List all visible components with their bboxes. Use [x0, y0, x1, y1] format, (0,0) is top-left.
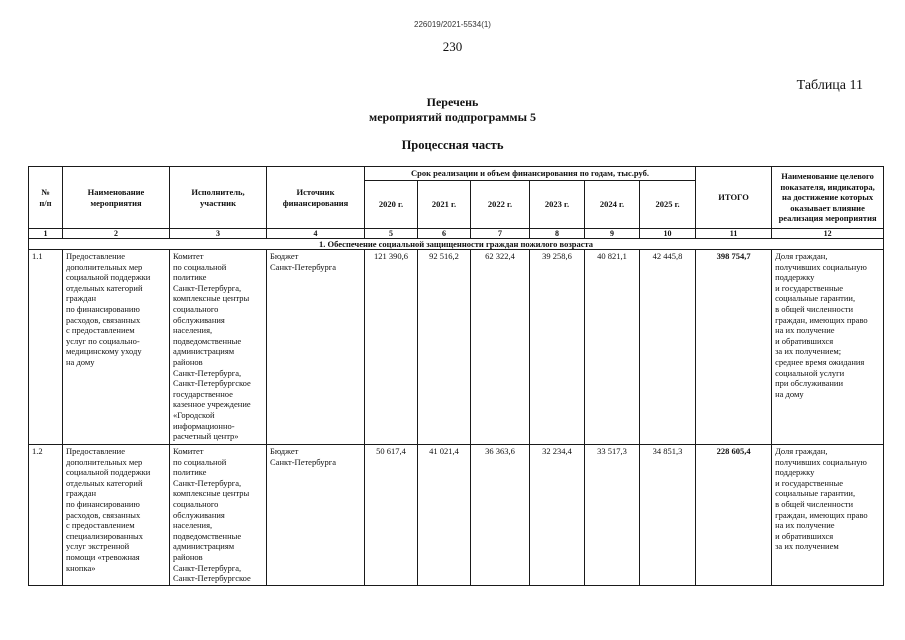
header-year: 2020 г.	[365, 181, 418, 229]
header-year: 2021 г.	[418, 181, 471, 229]
header-source: Источник финансирования	[267, 167, 365, 229]
header-num: № п/п	[29, 167, 63, 229]
funding-source: Бюджет Санкт-Петербурга	[267, 445, 365, 586]
amount-2022: 36 363,6	[471, 445, 530, 586]
column-number: 4	[267, 229, 365, 239]
row-number: 1.1	[29, 250, 63, 445]
amount-2025: 42 445,8	[640, 250, 696, 445]
amount-2023: 32 234,4	[530, 445, 585, 586]
funding-source: Бюджет Санкт-Петербурга	[267, 250, 365, 445]
target-indicator: Доля граждан, получивших социальную поддержку и государственные социальные гарантии, в общей численности граждан, имеющих право на их получение и обратившихся за их получением; среднее время ожидания социальной услуги при обслуживании на дому	[772, 250, 884, 445]
section-row	[29, 239, 884, 250]
column-number: 12	[772, 229, 884, 239]
column-number: 11	[696, 229, 772, 239]
amount-2024: 33 517,3	[585, 445, 640, 586]
column-number: 8	[530, 229, 585, 239]
document-id: 226019/2021-5534(1)	[414, 20, 491, 29]
table-label: Таблица 11	[796, 78, 863, 93]
header-year: 2023 г.	[530, 181, 585, 229]
section-title: 1. Обеспечение социальной защищенности граждан пожилого возраста	[29, 239, 884, 250]
column-number: 3	[170, 229, 267, 239]
page-subtitle: мероприятий подпрограммы 5	[369, 110, 536, 124]
amount-2020: 121 390,6	[365, 250, 418, 445]
amount-2020: 50 617,4	[365, 445, 418, 586]
amount-2025: 34 851,3	[640, 445, 696, 586]
page-number: 230	[442, 39, 463, 54]
table-row	[29, 250, 884, 445]
amount-total: 228 605,4	[696, 445, 772, 586]
header-total: ИТОГО	[696, 167, 772, 229]
header-executor: Исполнитель, участник	[170, 167, 267, 229]
header-indicator: Наименование целевого показателя, индикатора, на достижение которых оказывает влияние реализация мероприятия	[772, 167, 884, 229]
measure-name: Предоставление дополнительных мер социальной поддержки отдельных категорий граждан по финансированию расходов, связанных с предоставлением специализированных услуг экстренной помощи «тревожная кнопка»	[63, 445, 170, 586]
row-number: 1.2	[29, 445, 63, 586]
page-title: Перечень	[426, 95, 479, 109]
column-number: 2	[63, 229, 170, 239]
measures-table	[28, 166, 884, 586]
target-indicator: Доля граждан, получивших социальную поддержку и государственные социальные гарантии, в общей численности граждан, имеющих право на их получение и обратившихся за их получением	[772, 445, 884, 586]
header-year: 2025 г.	[640, 181, 696, 229]
amount-2021: 41 021,4	[418, 445, 471, 586]
executor: Комитет по социальной политике Санкт-Петербурга, комплексные центры социального обслуживания населения, подведомственные администрациям районов Санкт-Петербурга, Санкт-Петербургское	[170, 445, 267, 586]
amount-2021: 92 516,2	[418, 250, 471, 445]
measure-name: Предоставление дополнительных мер социальной поддержки отдельных категорий граждан по финансированию расходов, связанных с предоставлением услуг по социально- медицинскому уходу на дому	[63, 250, 170, 445]
column-number: 9	[585, 229, 640, 239]
column-number: 10	[640, 229, 696, 239]
amount-2024: 40 821,1	[585, 250, 640, 445]
column-number: 1	[29, 229, 63, 239]
column-number: 7	[471, 229, 530, 239]
header-period-group: Срок реализации и объем финансирования по годам, тыс.руб.	[365, 167, 696, 181]
column-number: 6	[418, 229, 471, 239]
header-year: 2022 г.	[471, 181, 530, 229]
amount-2023: 39 258,6	[530, 250, 585, 445]
executor: Комитет по социальной политике Санкт-Петербурга, комплексные центры социального обслуживания населения, подведомственные администрациям районов Санкт-Петербурга, Санкт-Петербургское государственное казенное учреждение «Городской информационно- расчетный центр»	[170, 250, 267, 445]
header-name: Наименование мероприятия	[63, 167, 170, 229]
header-year: 2024 г.	[585, 181, 640, 229]
column-number: 5	[365, 229, 418, 239]
table-row	[29, 445, 884, 586]
amount-2022: 62 322,4	[471, 250, 530, 445]
amount-total: 398 754,7	[696, 250, 772, 445]
section-heading: Процессная часть	[401, 138, 504, 152]
